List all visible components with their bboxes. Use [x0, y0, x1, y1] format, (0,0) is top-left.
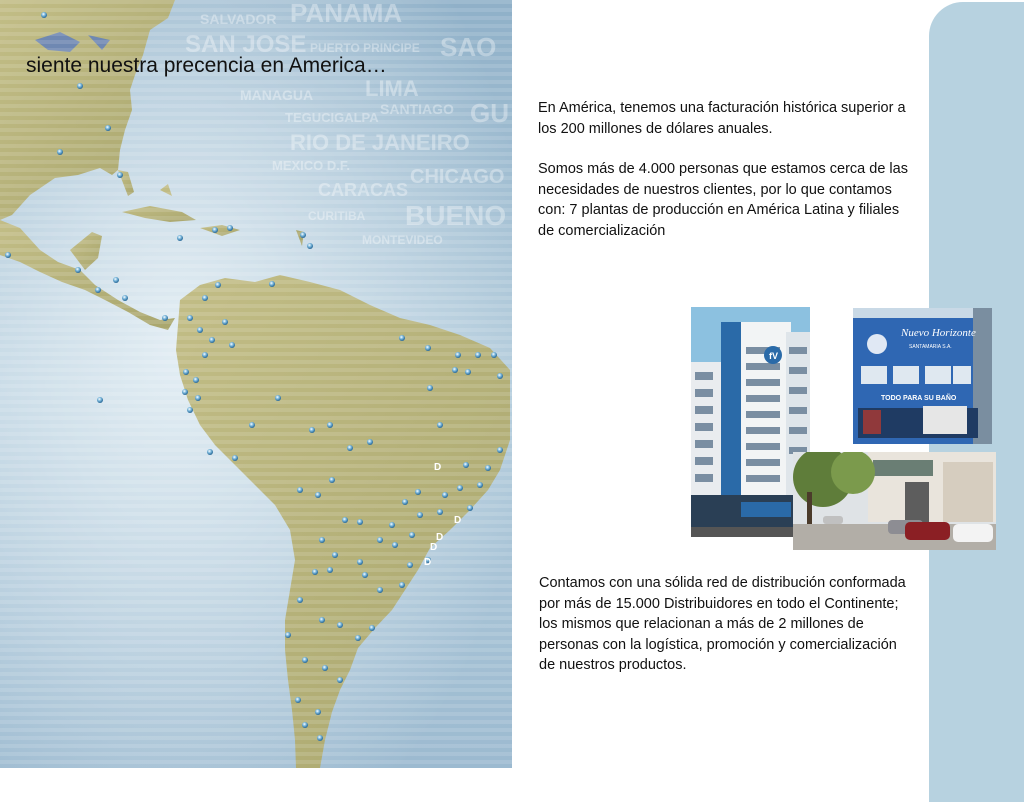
- store-brand-text: Nuevo Horizonte: [901, 327, 976, 339]
- intro-text-block: [538, 98, 908, 241]
- svg-text:fV: fV: [769, 351, 778, 361]
- svg-text:D: D: [430, 542, 438, 553]
- store-slogan-text: TODO PARA SU BAÑO: [881, 395, 957, 402]
- revenue-paragraph: En América, tenemos una facturación histórica superior a los 200 millones de dólares anuales.: [538, 100, 906, 137]
- map-panel: [0, 0, 512, 768]
- svg-text:D: D: [424, 557, 432, 568]
- distribution-paragraph: Contamos con una sólida red de distribución conformada por más de 15.000 Distribuidores en todo el Continente; los mismos que relacionan a más de 2 millones de personas con la logística, promoción y comercialización de nuestros productos.: [539, 575, 906, 673]
- distribution-text-block: [539, 573, 911, 676]
- employees-paragraph: Somos más de 4.000 personas que estamos cerca de las necesidades de nuestros clientes, por lo que contamos con: 7 plantas de producción en América Latina y filiales de comercialización: [538, 161, 908, 239]
- americas-map: [0, 0, 512, 768]
- store-company-text: SANTAMARIA S.A.: [909, 344, 952, 350]
- slide-title: siente nuestra precencia en America…: [26, 54, 387, 77]
- street-photo: [793, 452, 996, 550]
- store-photo: [853, 308, 992, 444]
- svg-text:D: D: [454, 515, 462, 526]
- svg-text:D: D: [436, 532, 444, 543]
- svg-text:D: D: [434, 462, 442, 473]
